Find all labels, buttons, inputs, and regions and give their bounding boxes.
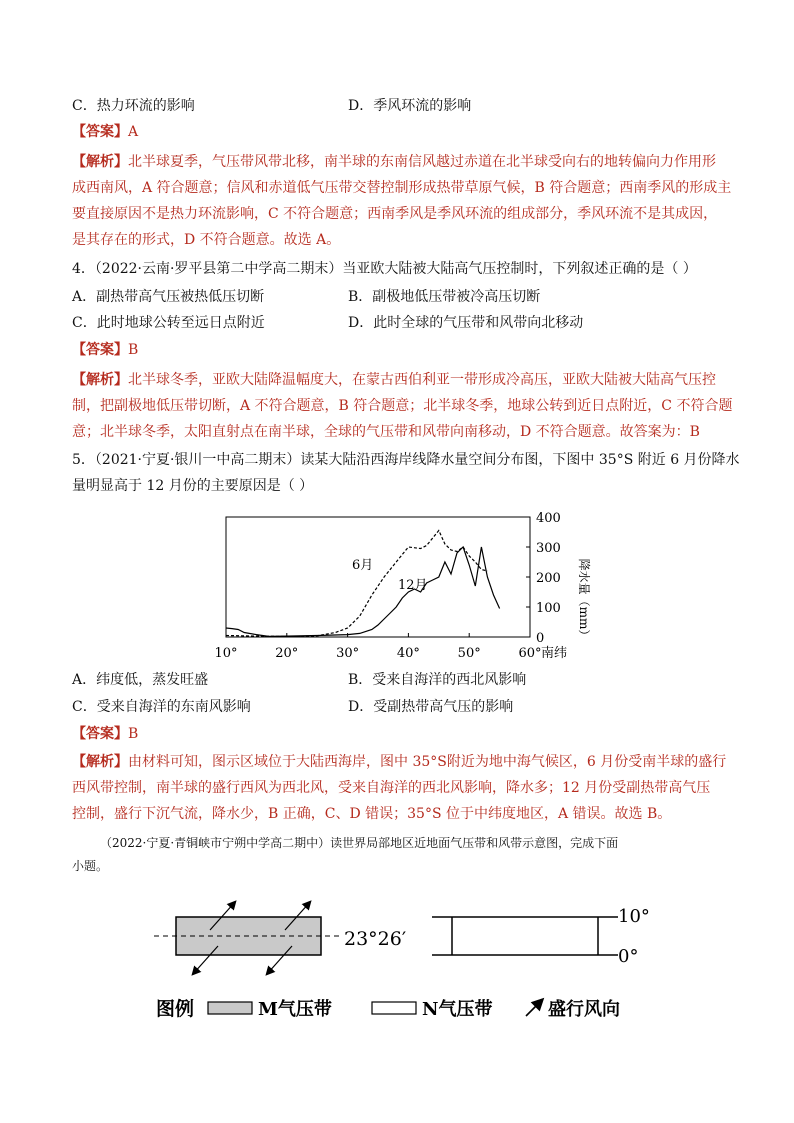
answer-value: A	[128, 124, 139, 140]
legend-m-swatch	[208, 1002, 252, 1014]
legend-m-label: M气压带	[258, 999, 332, 1020]
q5-option-d: D．受副热带高气压的影响	[348, 699, 514, 715]
series-line-june	[226, 531, 487, 637]
y-tick-label: 100	[536, 601, 561, 616]
q4-option-c: C．此时地球公转至远日点附近	[72, 315, 265, 331]
y-tick-label: 400	[536, 511, 561, 526]
legend-wind-arrow-icon	[526, 1000, 542, 1016]
q4-analysis-line-3: 意；北半球冬季，太阳直射点在南半球，全球的气压带和风带向南移动，D 不符合题意。故答案为：B	[72, 424, 700, 440]
legend-wind-label: 盛行风向	[548, 999, 620, 1020]
q3-option-c: C．热力环流的影响	[72, 98, 195, 114]
y-axis-label: 降水量（mm）	[577, 558, 591, 642]
answer-tag: 【答案】	[72, 124, 128, 140]
q4-option-b: B．副极地低压带被冷高压切断	[348, 289, 541, 305]
answer-tag: 【答案】	[72, 342, 128, 358]
q5-option-b: B．受来自海洋的西北风影响	[348, 672, 527, 688]
x-tick-label: 50°	[457, 646, 481, 661]
q5-analysis-line-2: 西风带控制，南半球的盛行西风为西北风，受来自海洋的西北风影响，降水多；12 月份受副热带高气压	[72, 780, 711, 796]
y-tick-label: 0	[536, 631, 545, 646]
answer-value: B	[128, 342, 139, 358]
y-tick-label: 300	[536, 541, 561, 556]
q5-stem-line-1: 5．（2021·宁夏·银川一中高二期末）读某大陆沿西海岸线降水量空间分布图，下图中 35°S 附近 6 月份降水	[72, 452, 740, 468]
series-layer	[226, 531, 500, 637]
analysis-text: 由材料可知，图示区域位于大陆西海岸，图中 35°S附近为地中海气候区，6 月份受南半球的盛行	[128, 754, 727, 770]
q4-analysis-line-2: 制，把副极地低压带切断，A 不符合题意，B 符合题意；北半球冬季，地球公转到近日点附近，C 不符合题	[72, 398, 733, 414]
x-axis-label: 南纬	[541, 646, 568, 661]
q3-option-d: D．季风环流的影响	[348, 98, 472, 114]
x-tick-label: 30°	[336, 646, 360, 661]
x-tick-label: 40°	[396, 646, 420, 661]
x-tick-label: 20°	[275, 646, 299, 661]
q3-analysis-line-3: 要直接原因不是热力环流影响，C 不符合题意；西南季风是季风环流的组成部分，季风环流不是其成因，	[72, 206, 718, 222]
analysis-tag: 【解析】	[72, 372, 128, 388]
y-axis-ticks	[526, 511, 561, 646]
y-tick-label: 200	[536, 571, 561, 586]
analysis-text: 北半球冬季，亚欧大陆降温幅度大，在蒙古西伯利亚一带形成冷高压，亚欧大陆被大陆高气压控	[128, 372, 716, 388]
q4-analysis-line-1	[72, 370, 716, 390]
q5-analysis-line-1	[72, 752, 726, 772]
legend-title: 图例	[156, 998, 195, 1020]
analysis-tag: 【解析】	[72, 754, 128, 770]
analysis-text: 北半球夏季，气压带风带北移，南半球的东南信风越过赤道在北半球受向右的地转偏向力作用形	[128, 154, 716, 170]
q5-stem-line-2: 量明显高于 12 月份的主要原因是（ ）	[72, 478, 314, 494]
q3-analysis-line-1	[72, 152, 716, 172]
q5-answer	[72, 724, 138, 744]
q6-intro-line-2: 小题。	[72, 859, 109, 873]
answer-value: B	[128, 726, 139, 742]
q6-intro-line-1: （2022·宁夏·青铜峡市宁朔中学高二期中）读世界局部地区近地面气压带和风带示意图，完成下面	[100, 836, 619, 850]
series-label-june: 6月	[352, 558, 374, 573]
q4-stem: 4．（2022·云南·罗平县第二中学高二期末）当亚欧大陆被大陆高气压控制时，下列叙述正确的是（ ）	[72, 261, 697, 277]
x-tick-label: 60°	[518, 646, 542, 661]
plot-frame	[226, 517, 530, 637]
precipitation-chart	[200, 505, 600, 665]
analysis-tag: 【解析】	[72, 154, 128, 170]
q3-analysis-line-2: 成西南风，A 符合题意；信风和赤道低气压带交替控制形成热带草原气候，B 符合题意；西南季风的形成主	[72, 180, 732, 196]
x-tick-label: 10°	[214, 646, 238, 661]
q5-option-a: A．纬度低，蒸发旺盛	[72, 672, 209, 688]
legend-n-swatch	[372, 1002, 416, 1014]
q3-answer	[72, 122, 138, 142]
q4-option-d: D．此时全球的气压带和风带向北移动	[348, 315, 584, 331]
q3-analysis-line-4: 是其存在的形式，D 不符合题意。故选 A。	[72, 232, 341, 248]
answer-tag: 【答案】	[72, 726, 128, 742]
q5-analysis-line-3: 控制，盛行下沉气流，降水少，B 正确，C、D 错误；35°S 位于中纬度地区，A 错误。故选 B。	[72, 806, 672, 822]
pressure-belt-diagram	[140, 890, 660, 1030]
latitude-label-2326: 23°26′	[344, 928, 407, 950]
q4-option-a: A．副热带高气压被热低压切断	[72, 289, 265, 305]
q5-option-c: C．受来自海洋的东南风影响	[72, 699, 251, 715]
series-label-december: 12月	[398, 578, 428, 593]
q4-answer	[72, 340, 138, 360]
latitude-label-0: 0°	[618, 946, 639, 967]
latitude-label-10: 10°	[618, 906, 650, 927]
legend-n-label: N气压带	[422, 999, 493, 1020]
